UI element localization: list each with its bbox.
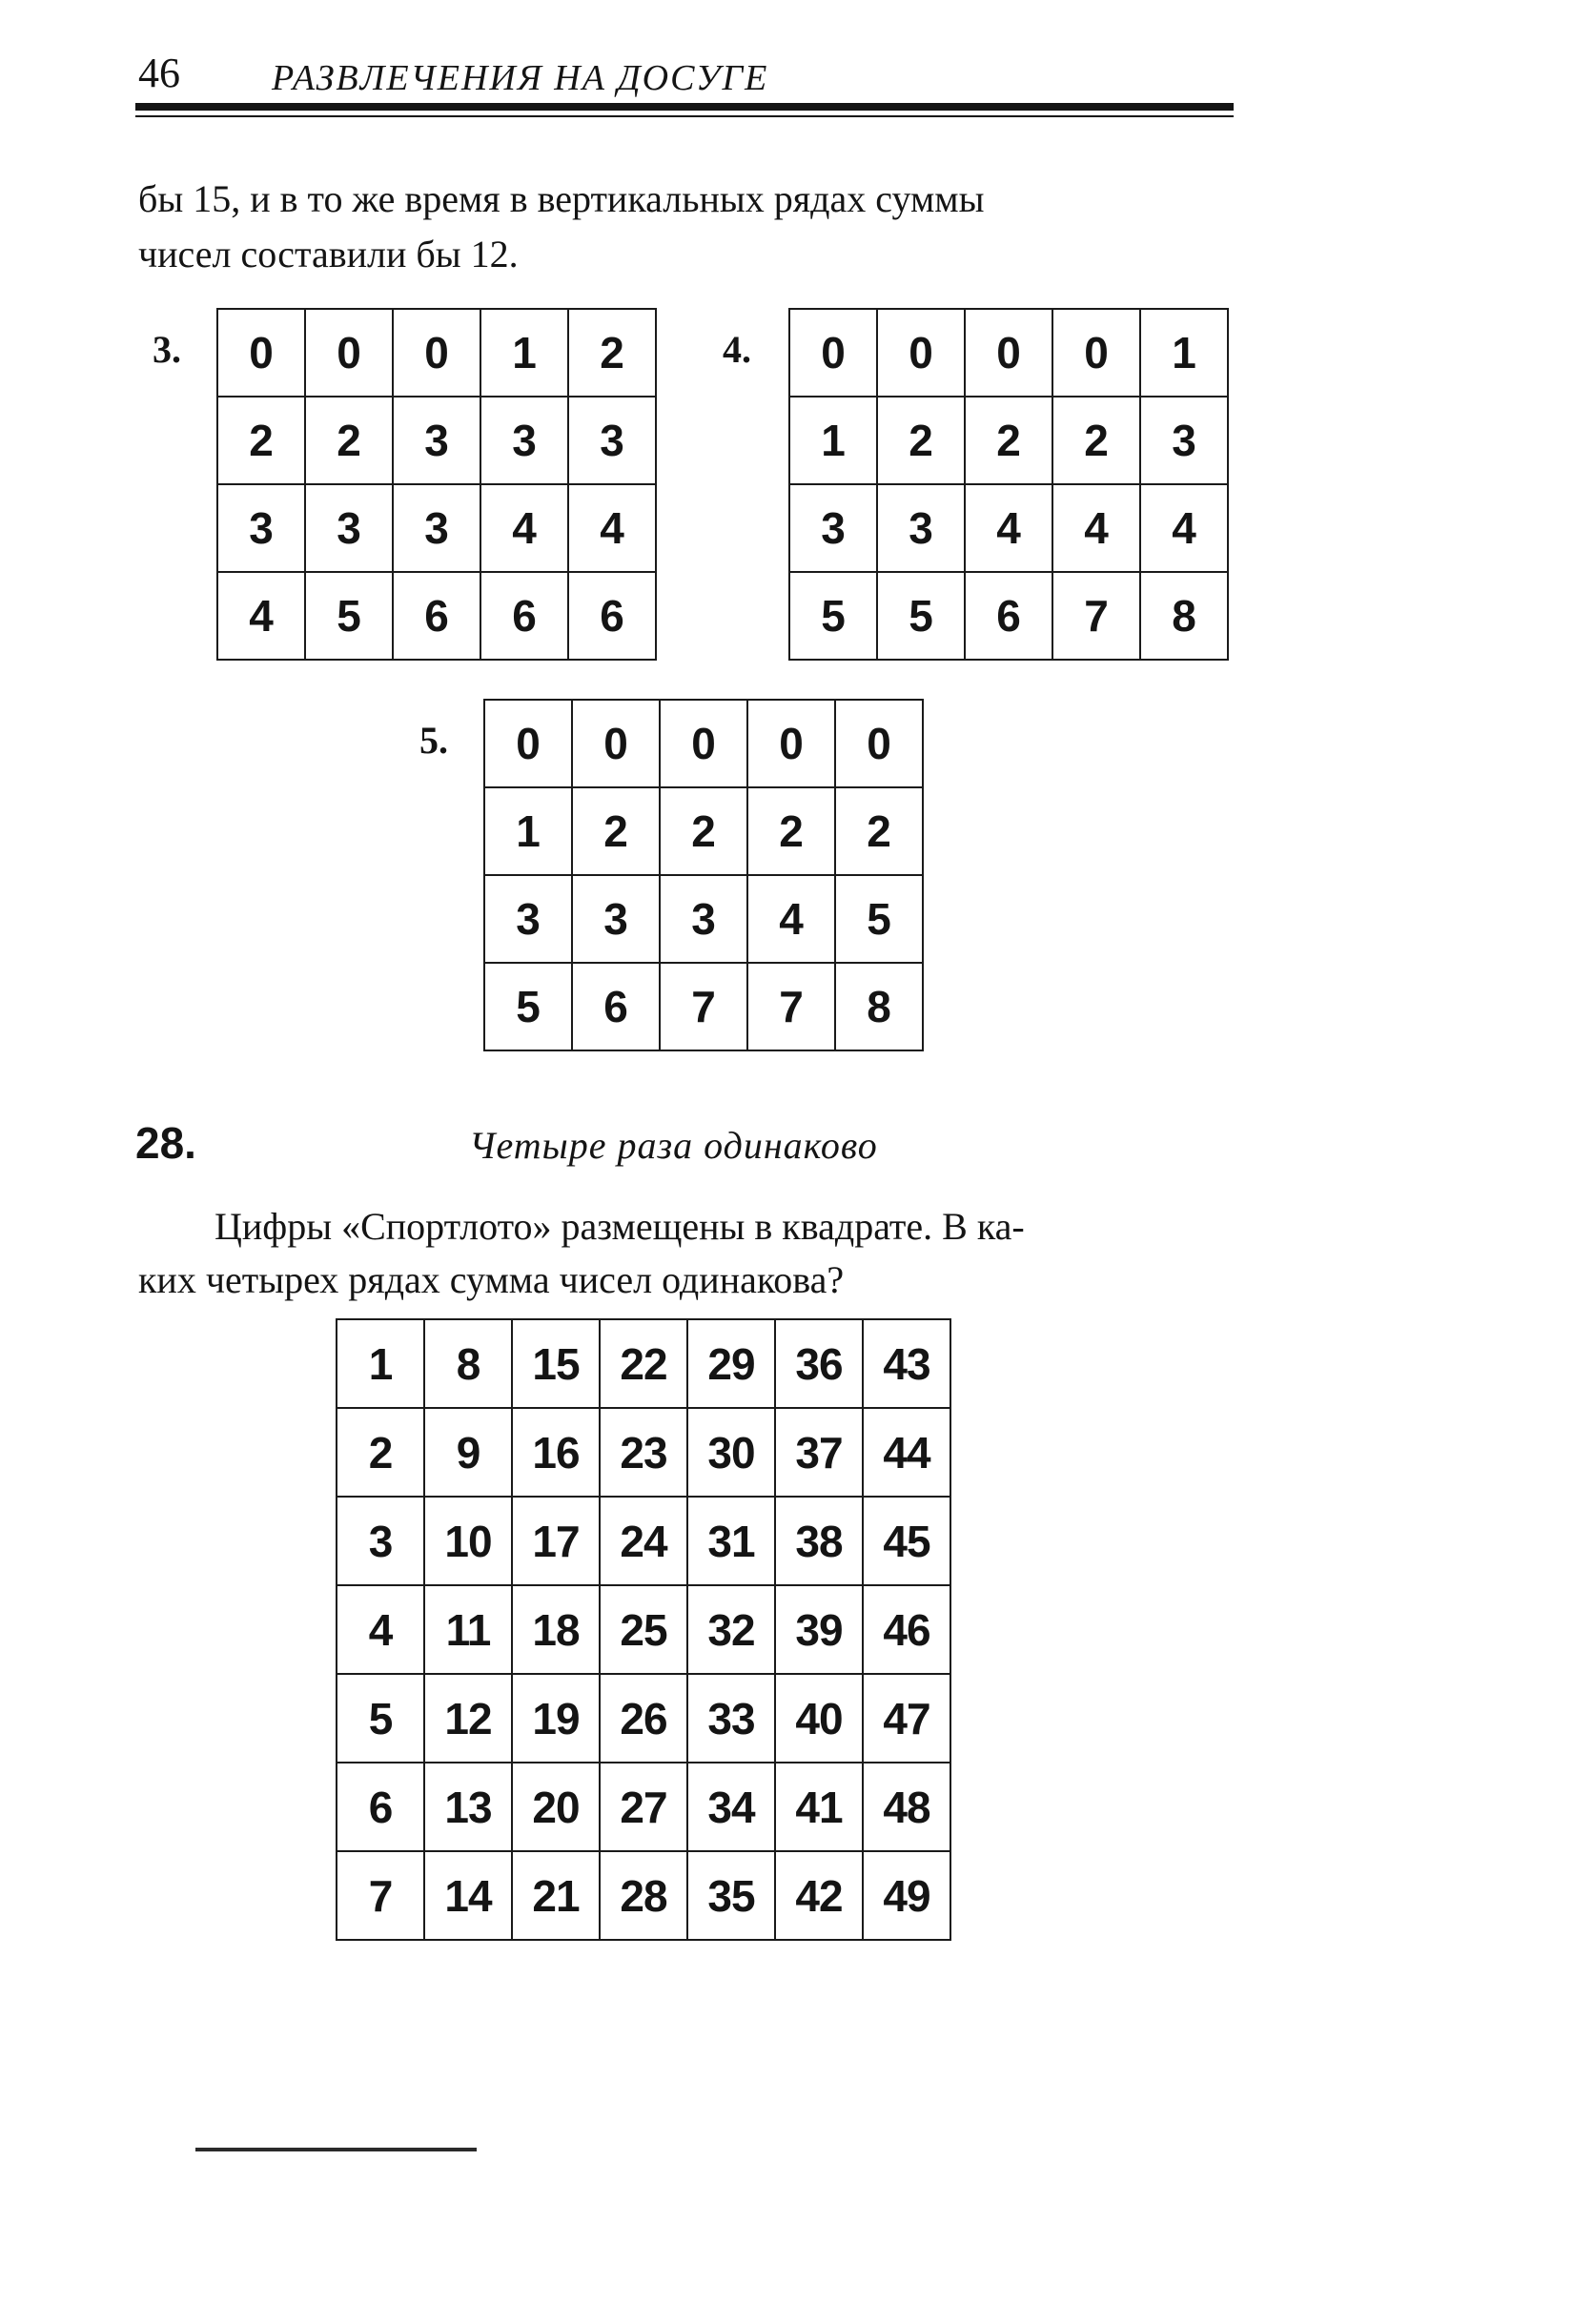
grid-cell: 2 (305, 397, 393, 484)
solution-label-3: 3. (153, 328, 181, 371)
grid-cell: 13 (424, 1763, 512, 1851)
grid-cell: 5 (337, 1674, 424, 1763)
grid-cell: 3 (305, 484, 393, 572)
grid-cell: 3 (480, 397, 568, 484)
grid-cell: 5 (484, 963, 572, 1050)
grid-cell: 4 (1140, 484, 1228, 572)
grid-cell: 19 (512, 1674, 600, 1763)
grid-cell: 38 (775, 1497, 863, 1585)
intro-line-2: чисел составили бы 12. (138, 233, 519, 275)
grid-cell: 6 (480, 572, 568, 660)
grid-cell: 48 (863, 1763, 950, 1851)
grid-cell: 6 (337, 1763, 424, 1851)
grid-cell: 25 (600, 1585, 687, 1674)
grid-cell: 0 (835, 700, 923, 787)
grid-cell: 0 (965, 309, 1052, 397)
grid-cell: 2 (1052, 397, 1140, 484)
grid-row (337, 1408, 950, 1497)
grid-cell: 3 (217, 484, 305, 572)
grid-cell: 31 (687, 1497, 775, 1585)
grid-cell: 0 (789, 309, 877, 397)
grid-row (789, 309, 1228, 397)
grid-cell: 11 (424, 1585, 512, 1674)
grid-row (217, 309, 656, 397)
grid-cell: 49 (863, 1851, 950, 1940)
grid-cell: 0 (484, 700, 572, 787)
grid-cell: 7 (1052, 572, 1140, 660)
grid-cell: 8 (835, 963, 923, 1050)
grid-cell: 0 (393, 309, 480, 397)
grid-cell: 4 (568, 484, 656, 572)
grid-row (217, 572, 656, 660)
grid-cell: 29 (687, 1319, 775, 1408)
solution-label-5: 5. (419, 719, 448, 762)
solution-grid-3 (216, 308, 657, 661)
solution-grid-4 (788, 308, 1229, 661)
grid-cell: 33 (687, 1674, 775, 1763)
grid-cell: 0 (877, 309, 965, 397)
grid-cell: 5 (877, 572, 965, 660)
grid-cell: 16 (512, 1408, 600, 1497)
grid-cell: 47 (863, 1674, 950, 1763)
grid-cell: 5 (789, 572, 877, 660)
grid-cell: 2 (217, 397, 305, 484)
grid-row (789, 572, 1228, 660)
grid-cell: 42 (775, 1851, 863, 1940)
solution-grid-5 (483, 699, 924, 1051)
grid-cell: 8 (424, 1319, 512, 1408)
grid-cell: 37 (775, 1408, 863, 1497)
grid-cell: 4 (965, 484, 1052, 572)
grid-cell: 4 (217, 572, 305, 660)
grid-cell: 2 (568, 309, 656, 397)
grid-cell: 0 (217, 309, 305, 397)
page-number: 46 (138, 50, 180, 96)
grid-cell: 28 (600, 1851, 687, 1940)
grid-cell: 4 (1052, 484, 1140, 572)
grid-cell: 2 (660, 787, 747, 875)
grid-cell: 0 (747, 700, 835, 787)
grid-row (484, 787, 923, 875)
grid-cell: 6 (568, 572, 656, 660)
grid-cell: 0 (305, 309, 393, 397)
grid-cell: 6 (572, 963, 660, 1050)
grid-cell: 10 (424, 1497, 512, 1585)
problem-text-line-2: ких четырех рядах сумма чисел одинакова? (138, 1258, 845, 1301)
grid-cell: 3 (877, 484, 965, 572)
grid-cell: 30 (687, 1408, 775, 1497)
grid-cell: 43 (863, 1319, 950, 1408)
problem-number: 28. (135, 1118, 196, 1168)
grid-cell: 22 (600, 1319, 687, 1408)
grid-cell: 26 (600, 1674, 687, 1763)
grid-cell: 20 (512, 1763, 600, 1851)
grid-row (337, 1497, 950, 1585)
grid-row (337, 1763, 950, 1851)
grid-cell: 17 (512, 1497, 600, 1585)
grid-cell: 1 (484, 787, 572, 875)
grid-cell: 39 (775, 1585, 863, 1674)
grid-cell: 9 (424, 1408, 512, 1497)
grid-row (484, 700, 923, 787)
grid-row (217, 484, 656, 572)
grid-cell: 1 (789, 397, 877, 484)
grid-cell: 36 (775, 1319, 863, 1408)
grid-cell: 41 (775, 1763, 863, 1851)
grid-cell: 7 (747, 963, 835, 1050)
grid-cell: 1 (1140, 309, 1228, 397)
grid-cell: 23 (600, 1408, 687, 1497)
grid-row (789, 484, 1228, 572)
intro-line-1: бы 15, и в то же время в вертикальных рядах суммы (138, 177, 985, 220)
header-rule-thin (135, 115, 1234, 117)
grid-cell: 5 (305, 572, 393, 660)
grid-cell: 27 (600, 1763, 687, 1851)
grid-cell: 2 (572, 787, 660, 875)
problem-text-line-1: Цифры «Спортлото» размещены в квадрате. В ка- (214, 1205, 1025, 1248)
grid-cell: 3 (484, 875, 572, 963)
running-title: РАЗВЛЕЧЕНИЯ НА ДОСУГЕ (272, 58, 769, 98)
grid-cell: 0 (1052, 309, 1140, 397)
grid-cell: 2 (337, 1408, 424, 1497)
header-rule (135, 103, 1234, 111)
grid-cell: 3 (660, 875, 747, 963)
grid-row (789, 397, 1228, 484)
grid-cell: 3 (393, 397, 480, 484)
footer-rule (195, 2148, 477, 2151)
grid-cell: 7 (660, 963, 747, 1050)
grid-cell: 3 (789, 484, 877, 572)
grid-cell: 24 (600, 1497, 687, 1585)
sportloto-grid (336, 1318, 951, 1941)
grid-cell: 7 (337, 1851, 424, 1940)
grid-cell: 3 (393, 484, 480, 572)
grid-cell: 2 (835, 787, 923, 875)
problem-title: Четыре раза одинаково (469, 1124, 878, 1167)
grid-cell: 46 (863, 1585, 950, 1674)
grid-cell: 3 (1140, 397, 1228, 484)
grid-cell: 3 (568, 397, 656, 484)
grid-cell: 35 (687, 1851, 775, 1940)
grid-row (217, 397, 656, 484)
grid-cell: 0 (572, 700, 660, 787)
grid-cell: 40 (775, 1674, 863, 1763)
grid-cell: 14 (424, 1851, 512, 1940)
grid-cell: 1 (337, 1319, 424, 1408)
grid-cell: 0 (660, 700, 747, 787)
solution-label-4: 4. (723, 328, 751, 371)
grid-row (337, 1851, 950, 1940)
grid-cell: 21 (512, 1851, 600, 1940)
grid-row (484, 875, 923, 963)
grid-cell: 5 (835, 875, 923, 963)
grid-cell: 4 (480, 484, 568, 572)
grid-cell: 2 (965, 397, 1052, 484)
grid-cell: 32 (687, 1585, 775, 1674)
grid-cell: 6 (965, 572, 1052, 660)
grid-row (337, 1585, 950, 1674)
grid-cell: 3 (337, 1497, 424, 1585)
grid-row (337, 1319, 950, 1408)
grid-cell: 3 (572, 875, 660, 963)
grid-cell: 45 (863, 1497, 950, 1585)
grid-cell: 1 (480, 309, 568, 397)
grid-cell: 6 (393, 572, 480, 660)
grid-cell: 15 (512, 1319, 600, 1408)
grid-cell: 8 (1140, 572, 1228, 660)
grid-cell: 18 (512, 1585, 600, 1674)
grid-cell: 44 (863, 1408, 950, 1497)
grid-cell: 4 (337, 1585, 424, 1674)
grid-cell: 4 (747, 875, 835, 963)
grid-row (484, 963, 923, 1050)
grid-cell: 2 (877, 397, 965, 484)
grid-cell: 2 (747, 787, 835, 875)
grid-row (337, 1674, 950, 1763)
grid-cell: 12 (424, 1674, 512, 1763)
grid-cell: 34 (687, 1763, 775, 1851)
